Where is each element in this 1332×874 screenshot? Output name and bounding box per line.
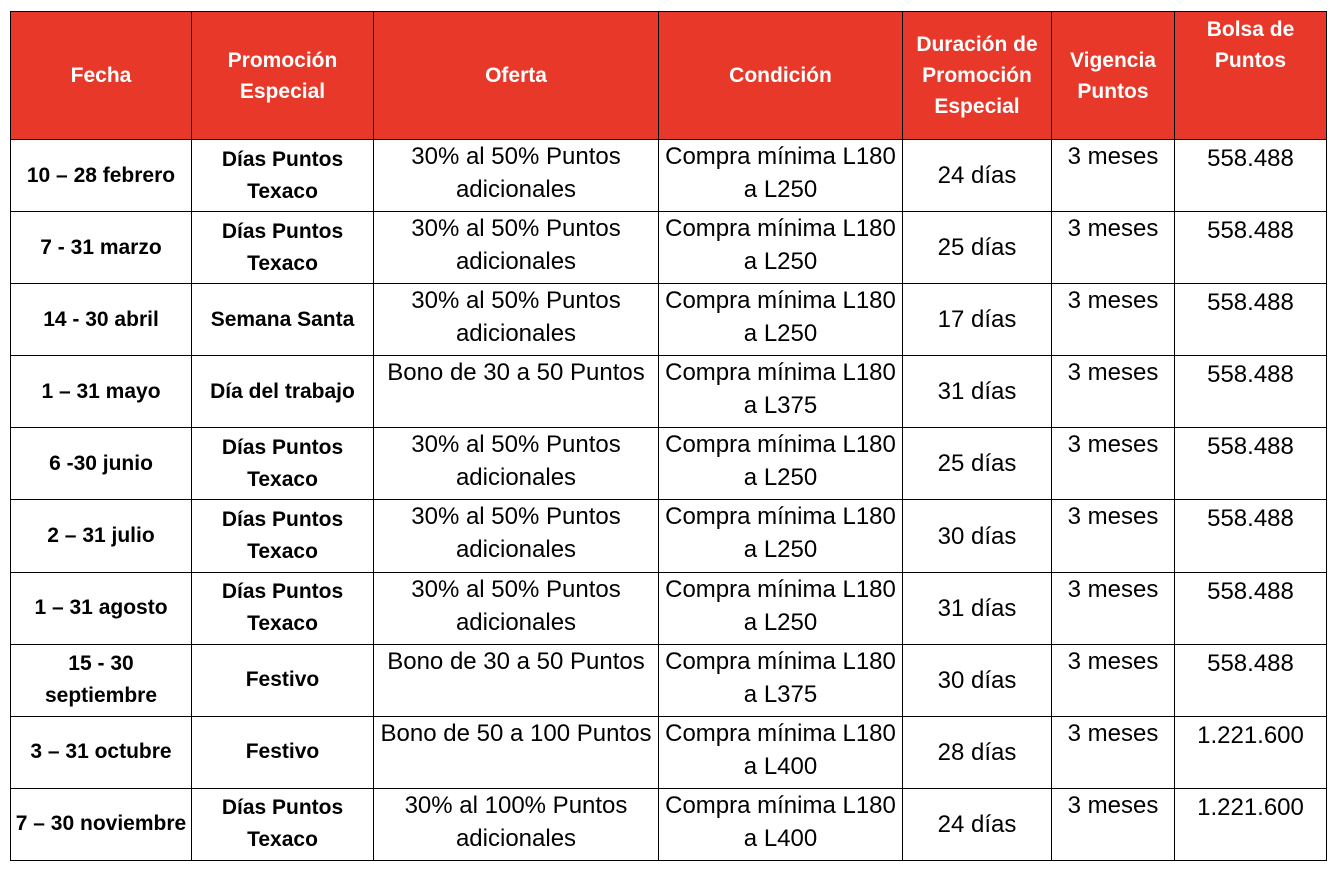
cell-oferta: 30% al 50% Puntos adicionales — [374, 428, 659, 500]
cell-fecha: 15 - 30 septiembre — [11, 644, 192, 716]
cell-oferta: Bono de 50 a 100 Puntos — [374, 716, 659, 788]
cell-fecha: 14 - 30 abril — [11, 284, 192, 356]
cell-bolsa: 558.488 — [1175, 284, 1327, 356]
cell-fecha: 2 – 31 julio — [11, 500, 192, 572]
cell-vigencia: 3 meses — [1052, 572, 1175, 644]
cell-promocion: Días Puntos Texaco — [192, 212, 374, 284]
header-vigencia: Vigencia Puntos — [1052, 12, 1175, 140]
cell-vigencia: 3 meses — [1052, 212, 1175, 284]
header-fecha: Fecha — [11, 12, 192, 140]
cell-bolsa: 558.488 — [1175, 500, 1327, 572]
cell-promocion: Días Puntos Texaco — [192, 500, 374, 572]
cell-promocion: Días Puntos Texaco — [192, 428, 374, 500]
cell-fecha: 7 – 30 noviembre — [11, 788, 192, 860]
cell-promocion: Días Puntos Texaco — [192, 788, 374, 860]
header-condicion: Condición — [659, 12, 903, 140]
cell-promocion: Semana Santa — [192, 284, 374, 356]
cell-condicion: Compra mínima L180 a L250 — [659, 140, 903, 212]
cell-condicion: Compra mínima L180 a L250 — [659, 572, 903, 644]
cell-condicion: Compra mínima L180 a L250 — [659, 284, 903, 356]
cell-oferta: 30% al 100% Puntos adicionales — [374, 788, 659, 860]
cell-duracion: 31 días — [903, 356, 1052, 428]
cell-oferta: Bono de 30 a 50 Puntos — [374, 356, 659, 428]
cell-promocion: Festivo — [192, 644, 374, 716]
cell-fecha: 1 – 31 agosto — [11, 572, 192, 644]
cell-vigencia: 3 meses — [1052, 140, 1175, 212]
cell-condicion: Compra mínima L180 a L400 — [659, 788, 903, 860]
header-oferta: Oferta — [374, 12, 659, 140]
table-row — [11, 788, 1327, 860]
cell-bolsa: 1.221.600 — [1175, 716, 1327, 788]
cell-condicion: Compra mínima L180 a L250 — [659, 500, 903, 572]
header-duracion: Duración de Promoción Especial — [903, 12, 1052, 140]
cell-fecha: 3 – 31 octubre — [11, 716, 192, 788]
cell-fecha: 1 – 31 mayo — [11, 356, 192, 428]
cell-oferta: 30% al 50% Puntos adicionales — [374, 140, 659, 212]
table-row — [11, 428, 1327, 500]
cell-condicion: Compra mínima L180 a L375 — [659, 356, 903, 428]
cell-vigencia: 3 meses — [1052, 788, 1175, 860]
cell-duracion: 25 días — [903, 212, 1052, 284]
cell-fecha: 6 -30 junio — [11, 428, 192, 500]
cell-bolsa: 558.488 — [1175, 212, 1327, 284]
cell-promocion: Festivo — [192, 716, 374, 788]
cell-oferta: 30% al 50% Puntos adicionales — [374, 284, 659, 356]
cell-oferta: Bono de 30 a 50 Puntos — [374, 644, 659, 716]
cell-oferta: 30% al 50% Puntos adicionales — [374, 212, 659, 284]
cell-fecha: 10 – 28 febrero — [11, 140, 192, 212]
cell-bolsa: 1.221.600 — [1175, 788, 1327, 860]
cell-duracion: 28 días — [903, 716, 1052, 788]
cell-vigencia: 3 meses — [1052, 716, 1175, 788]
cell-vigencia: 3 meses — [1052, 356, 1175, 428]
cell-duracion: 17 días — [903, 284, 1052, 356]
cell-bolsa: 558.488 — [1175, 428, 1327, 500]
table-row — [11, 212, 1327, 284]
table-row — [11, 572, 1327, 644]
cell-bolsa: 558.488 — [1175, 140, 1327, 212]
cell-condicion: Compra mínima L180 a L250 — [659, 212, 903, 284]
table-row — [11, 716, 1327, 788]
cell-bolsa: 558.488 — [1175, 644, 1327, 716]
cell-duracion: 24 días — [903, 788, 1052, 860]
cell-promocion: Días Puntos Texaco — [192, 140, 374, 212]
cell-fecha: 7 - 31 marzo — [11, 212, 192, 284]
table-row — [11, 140, 1327, 212]
cell-bolsa: 558.488 — [1175, 572, 1327, 644]
cell-vigencia: 3 meses — [1052, 284, 1175, 356]
table-row — [11, 644, 1327, 716]
cell-oferta: 30% al 50% Puntos adicionales — [374, 500, 659, 572]
cell-condicion: Compra mínima L180 a L400 — [659, 716, 903, 788]
cell-duracion: 30 días — [903, 644, 1052, 716]
table-row — [11, 356, 1327, 428]
table-row — [11, 284, 1327, 356]
cell-condicion: Compra mínima L180 a L375 — [659, 644, 903, 716]
cell-promocion: Día del trabajo — [192, 356, 374, 428]
cell-promocion: Días Puntos Texaco — [192, 572, 374, 644]
promotions-table — [10, 11, 1327, 861]
cell-duracion: 31 días — [903, 572, 1052, 644]
cell-bolsa: 558.488 — [1175, 356, 1327, 428]
table-row — [11, 500, 1327, 572]
cell-condicion: Compra mínima L180 a L250 — [659, 428, 903, 500]
cell-vigencia: 3 meses — [1052, 428, 1175, 500]
cell-duracion: 24 días — [903, 140, 1052, 212]
cell-vigencia: 3 meses — [1052, 644, 1175, 716]
cell-duracion: 30 días — [903, 500, 1052, 572]
cell-oferta: 30% al 50% Puntos adicionales — [374, 572, 659, 644]
header-bolsa: Bolsa de Puntos — [1175, 12, 1327, 140]
header-promocion: Promoción Especial — [192, 12, 374, 140]
cell-duracion: 25 días — [903, 428, 1052, 500]
header-row — [11, 12, 1327, 140]
cell-vigencia: 3 meses — [1052, 500, 1175, 572]
